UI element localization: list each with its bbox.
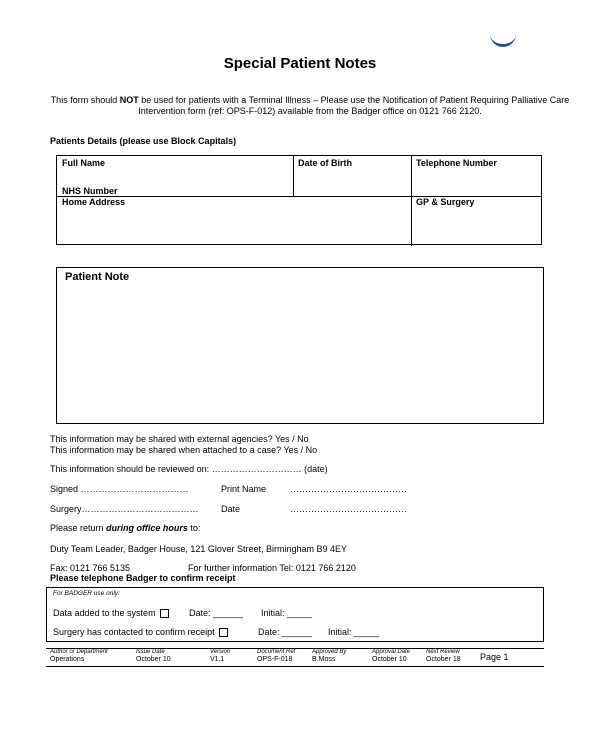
footer-value-doc-ref: OPS-F-018 <box>257 656 293 663</box>
share-external[interactable]: This information may be shared with external agencies? Yes / No <box>50 434 309 444</box>
nhs-number-field[interactable]: NHS Number <box>62 186 118 196</box>
footer-value-author: Operations <box>50 656 85 663</box>
table-col-divider-1 <box>293 156 294 196</box>
badger-row-data-added <box>53 608 169 618</box>
full-name-field[interactable]: Full Name <box>62 158 106 168</box>
data-added-checkbox[interactable] <box>160 609 169 618</box>
telephone-confirm: Please telephone Badger to confirm receipt <box>50 573 236 583</box>
footer-header-version: Version <box>210 649 231 655</box>
badger-heading: For BADGER use only: <box>53 590 120 597</box>
print-name-label: Print Name <box>221 484 267 494</box>
gp-surgery-field[interactable]: GP & Surgery <box>416 197 475 207</box>
surgery-contacted-checkbox[interactable] <box>219 628 228 637</box>
row1-date-field[interactable]: Date: ______ <box>189 608 244 618</box>
footer-header-approval-date: Approval Date <box>372 649 411 655</box>
table-col-divider-2 <box>411 156 412 246</box>
intro-part2: be used for patients with a Terminal Illness – Please use the Notification of Patient Requiring Palliative Care Intervention form (ref: OPS-F-012) available from the Badger office on 0121 766 2120. <box>138 95 570 116</box>
row2-initial-field[interactable]: Initial: _____ <box>328 627 380 637</box>
telephone-field[interactable]: Telephone Number <box>416 158 497 168</box>
page-title: Special Patient Notes <box>223 55 377 72</box>
patient-note-box[interactable] <box>56 267 544 424</box>
footer-header-doc-ref: Document Ref <box>257 649 296 655</box>
badger-use-box <box>46 587 544 642</box>
date-field[interactable]: ………………………………… <box>290 504 407 514</box>
intro-part1: This form should <box>50 95 120 105</box>
patient-details-heading: Patients Details (please use Block Capitals) <box>50 136 237 146</box>
date-of-birth-field[interactable]: Date of Birth <box>298 158 352 168</box>
print-name-field[interactable]: ………………………………… <box>290 484 407 494</box>
home-address-field[interactable]: Home Address <box>62 197 126 207</box>
signed-field[interactable]: Signed ……………………………… <box>50 484 189 494</box>
footer-value-approval-date: October 10 <box>372 656 407 663</box>
footer-value-issue-date: October 10 <box>136 656 171 663</box>
footer-header-author: Author or Department <box>50 649 108 655</box>
page-number: Page 1 <box>480 652 509 662</box>
logo-arc <box>490 26 516 47</box>
further-info: For further information Tel: 0121 766 2120 <box>188 563 356 573</box>
footer-header-next-review: Next Review <box>426 649 460 655</box>
fax-number: Fax: 0121 766 5135 <box>50 563 131 573</box>
footer-header-approved-by: Approved By <box>312 649 347 655</box>
return-line <box>50 523 200 533</box>
row2-date-field[interactable]: Date: ______ <box>258 627 313 637</box>
return-italic: during office hours <box>106 523 188 533</box>
share-case[interactable]: This information may be shared when attached to a case? Yes / No <box>50 445 318 455</box>
patient-details-table <box>56 155 542 245</box>
intro-text <box>40 95 580 117</box>
intro-bold: NOT <box>119 95 139 105</box>
patient-note-label: Patient Note <box>65 271 130 283</box>
footer-bottom-rule <box>46 666 544 667</box>
row1-initial-field[interactable]: Initial: _____ <box>261 608 313 618</box>
row1-label: Data added to the system <box>53 608 156 618</box>
footer-value-version: V1.1 <box>210 656 225 663</box>
return-suffix: to: <box>187 523 201 533</box>
return-address: Duty Team Leader, Badger House, 121 Glover Street, Birmingham B9 4EY <box>50 544 347 554</box>
footer-value-approved-by: B.Moss <box>312 656 336 663</box>
footer-header-issue-date: Issue Date <box>136 649 165 655</box>
row2-label: Surgery has contacted to confirm receipt <box>53 627 215 637</box>
date-label: Date <box>221 504 241 514</box>
footer <box>46 649 544 667</box>
surgery-field[interactable]: Surgery………………………………… <box>50 504 199 514</box>
footer-value-next-review: October 18 <box>426 656 461 663</box>
review-date[interactable]: This information should be reviewed on: ………………………… (date) <box>50 464 328 474</box>
return-prefix: Please return <box>50 523 107 533</box>
badger-row-surgery-contacted <box>53 627 228 637</box>
